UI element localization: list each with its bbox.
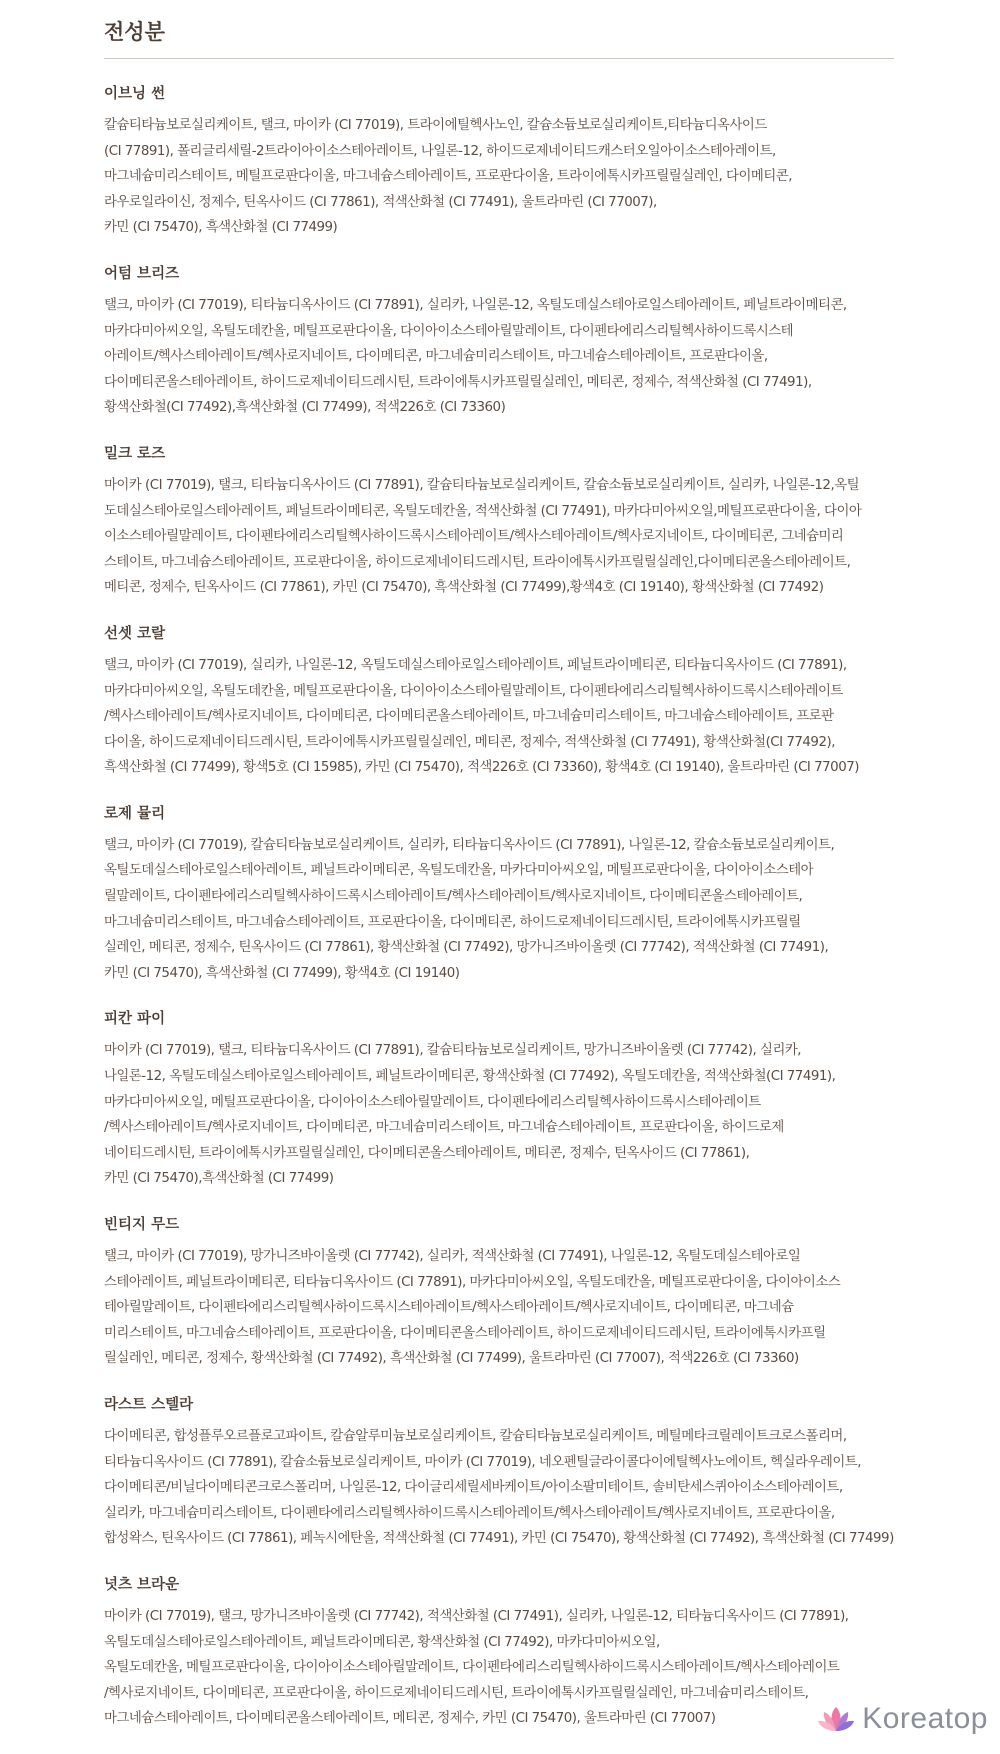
title-divider [104,58,894,59]
ingredient-list: 마이카 (CI 77019), 탤크, 망가니즈바이올렛 (CI 77742), 적색산화철 (CI 77491), 실리카, 나일론-12, 티타늄디옥사이드 (CI 77891), 옥틸도데실스테아로일스테아레이트, 페닐트라이메티콘, 황색산화철 (CI 77492), 마카다미아씨오일, 옥틸도데칸올, 메틸프로판다이올, 다이아이소스테아릴말레이트, 다이펜타에리스리틸헥사하이드록시스테아레이트/헥사스테아레이트 /헥사로지네이트, 다이메티콘, 프로판다이올, 하이드로제네이티드레시틴, 트라이에톡시카프릴릴실레인, 마그네슘미리스테이트, 마그네슘스테아레이트, 다이메티콘올스테아레이트, 메티콘, 정제수, 카민 (CI 75470), 울트라마린 (CI 77007) [104,1608,849,1727]
ingredients-page [104,14,894,1754]
section-title: 넛츠 브라운 [104,1576,180,1593]
ingredient-list: 다이메티콘, 합성플루오르플로고파이트, 칼슘알루미늄보로실리케이트, 칼슘티타늄보로실리케이트, 메틸메타크릴레이트크로스폴리머, 티타늄디옥사이드 (CI 77891), 칼슘소듐보로실리케이트, 마이카 (CI 77019), 네오펜틸글라이콜다이에틸헥사노에이트, 헥실라우레이트, 다이메티콘/비닐다이메티콘크로스폴리머, 나일론-12, 다이글리세릴세바케이트/아이소팔미테이트, 솔비탄세스퀴아이소스테아레이트, 실리카, 마그네슘미리스테이트, 다이펜타에리스리틸헥사하이드록시스테아레이트/헥사스테아레이트/헥사로지네이트, 프로판다이올, 합성왁스, 틴옥사이드 (CI 77861), 페녹시에탄올, 적색산화철 (CI 77491), 카민 (CI 75470), 황색산화철 (CI 77492), 흑색산화철 (CI 77499) [104,1428,894,1547]
section-nuts-brown [104,1574,894,1732]
section-title: 선셋 코랄 [104,625,166,642]
section-title: 로제 뮬리 [104,805,166,822]
page-title: 전성분 [104,20,165,44]
ingredient-list: 마이카 (CI 77019), 탤크, 티타늄디옥사이드 (CI 77891), 칼슘티타늄보로실리케이트, 칼슘소듐보로실리케이트, 실리카, 나일론-12,옥틸 도데실스테아로일스테아레이트, 페닐트라이메티콘, 옥틸도데칸올, 적색산화철 (CI 77491), 마카다미아씨오일,메틸프로판다이올, 다이아 이소스테아릴말레이트, 다이펜타에리스리틸헥사하이드록시스테아레이트/헥사스테아레이트/헥사로지네이트, 다이메티콘, 그네슘미리 스테이트, 마그네슘스테아레이트, 프로판다이올, 하이드로제네이티드레시틴, 트라이에톡시카프릴릴실레인,다이메티콘올스테아레이트, 메티콘, 정제수, 틴옥사이드 (CI 77861), 카민 (CI 75470), 흑색산화철 (CI 77499),황색4호 (CI 19140), 황색산화철 (CI 77492) [104,477,862,596]
ingredient-list: 탤크, 마이카 (CI 77019), 실리카, 나일론-12, 옥틸도데실스테아로일스테아레이트, 페닐트라이메티콘, 티타늄디옥사이드 (CI 77891), 마카다미아씨오일, 옥틸도데칸올, 메틸프로판다이올, 다이아이소스테아릴말레이트, 다이펜타에리스리틸헥사하이드록시스테아레이트 /헥사스테아레이트/헥사로지네이트, 다이메티콘, 다이메티콘올스테아레이트, 마그네슘미리스테이트, 마그네슘스테아레이트, 프로판 다이올, 하이드로제네이티드레시틴, 트라이에톡시카프릴릴실레인, 메티콘, 정제수, 적색산화철 (CI 77491), 황색산화철(CI 77492), 흑색산화철 (CI 77499), 황색5호 (CI 15985), 카민 (CI 75470), 적색226호 (CI 73360), 황색4호 (CI 19140), 울트라마린 (CI 77007) [104,657,859,776]
ingredient-list: 칼슘티타늄보로실리케이트, 탤크, 마이카 (CI 77019), 트라이에틸헥사노인, 칼슘소듐보로실리케이트,티타늄디옥사이드 (CI 77891), 폴리글리세릴-2트라이아이소스테아레이트, 나일론-12, 하이드로제네이티드캐스터오일아이소스테아레이트, 마그네슘미리스테이트, 메틸프로판다이올, 마그네슘스테아레이트, 프로판다이올, 트라이에톡시카프릴릴실레인, 다이메티콘, 라우로일라이신, 정제수, 틴옥사이드 (CI 77861), 적색산화철 (CI 77491), 울트라마린 (CI 77007), 카민 (CI 75470), 흑색산화철 (CI 77499) [104,118,792,236]
section-title: 빈티지 무드 [104,1217,180,1233]
section-vintage-mood [104,1214,894,1372]
ingredient-list: 탤크, 마이카 (CI 77019), 망가니즈바이올렛 (CI 77742), 실리카, 적색산화철 (CI 77491), 나일론-12, 옥틸도데실스테아로일 스테아레이트, 페닐트라이메티콘, 티타늄디옥사이드 (CI 77891), 마카다미아씨오일, 옥틸도데칸올, 메틸프로판다이올, 다이아이소스 테아릴말레이트, 다이펜타에리스리틸헥사하이드록시스테아레이트/헥사스테아레이트/헥사로지네이트, 다이메티콘, 마그네슘 미리스테이트, 마그네슘스테아레이트, 프로판다이올, 다이메티콘올스테아레이트, 하이드로제네이티드레시틴, 트라이에톡시카프릴 릴실레인, 메티콘, 정제수, 황색산화철 (CI 77492), 흑색산화철 (CI 77499), 울트라마린 (CI 77007), 적색226호 (CI 73360) [104,1249,841,1367]
section-title: 밀크 로즈 [104,445,166,462]
section-rose-muhly [104,803,894,987]
brand-name: Koreatop [862,1702,988,1735]
section-title: 피칸 파이 [104,1011,166,1028]
section-pecan-pie [104,1008,894,1192]
section-title: 라스트 스텔라 [104,1396,194,1413]
lotus-icon [816,1703,856,1735]
ingredient-list: 탤크, 마이카 (CI 77019), 티타늄디옥사이드 (CI 77891), 실리카, 나일론-12, 옥틸도데실스테아로일스테아레이트, 페닐트라이메티콘, 마카다미아씨오일, 옥틸도데칸올, 메틸프로판다이올, 다이아이소스테아릴말레이트, 다이펜타에리스리틸헥사하이드록시스테 아레이트/헥사스테아레이트/헥사로지네이트, 다이메티콘, 마그네슘미리스테이트, 마그네슘스테아레이트, 프로판다이올, 다이메티콘올스테아레이트, 하이드로제네이티드레시틴, 트라이에톡시카프릴릴실레인, 메티콘, 정제수, 적색산화철 (CI 77491), 황색산화철(CI 77492),흑색산화철 (CI 77499), 적색226호 (CI 73360) [104,297,847,416]
ingredient-list: 탤크, 마이카 (CI 77019), 칼슘티타늄보로실리케이트, 실리카, 티타늄디옥사이드 (CI 77891), 나일론-12, 칼슘소듐보로실리케이트, 옥틸도데실스테아로일스테아레이트, 페닐트라이메티콘, 옥틸도데칸올, 마카다미아씨오일, 메틸프로판다이올, 다이아이소스테아 릴말레이트, 다이펜타에리스리틸헥사하이드록시스테아레이트/헥사스테아레이트/헥사로지네이트, 다이메티콘올스테아레이트, 마그네슘미리스테이트, 마그네슘스테아레이트, 프로판다이올, 다이메티콘, 하이드로제네이티드레시틴, 트라이에톡시카프릴릴 실레인, 메티콘, 정제수, 틴옥사이드 (CI 77861), 황색산화철 (CI 77492), 망가니즈바이올렛 (CI 77742), 적색산화철 (CI 77491), 카민 (CI 75470), 흑색산화철 (CI 77499), 황색4호 (CI 19140) [104,837,835,981]
section-sunset-coral [104,623,894,781]
section-title: 어텀 브리즈 [104,265,180,282]
section-last-stella [104,1394,894,1552]
brand-watermark [816,1702,988,1736]
ingredient-list: 마이카 (CI 77019), 탤크, 티타늄디옥사이드 (CI 77891), 칼슘티타늄보로실리케이트, 망가니즈바이올렛 (CI 77742), 실리카, 나일론-12, 옥틸도데실스테아로일스테아레이트, 페닐트라이메티콘, 황색산화철 (CI 77492), 옥틸도데칸올, 적색산화철(CI 77491), 마카다미아씨오일, 메틸프로판다이올, 다이아이소스테아릴말레이트, 다이펜타에리스리틸헥사하이드록시스테아레이트 /헥사스테아레이트/헥사로지네이트, 다이메티콘, 마그네슘미리스테이트, 마그네슘스테아레이트, 프로판다이올, 하이드로제 네이티드레시틴, 트라이에톡시카프릴릴실레인, 다이메티콘올스테아레이트, 메티콘, 정제수, 틴옥사이드 (CI 77861), 카민 (CI 75470),흑색산화철 (CI 77499) [104,1043,836,1187]
section-milk-rose [104,443,894,601]
section-autumn-breeze [104,263,894,421]
section-title: 이브닝 썬 [104,86,166,102]
section-evening-sun [104,83,894,241]
